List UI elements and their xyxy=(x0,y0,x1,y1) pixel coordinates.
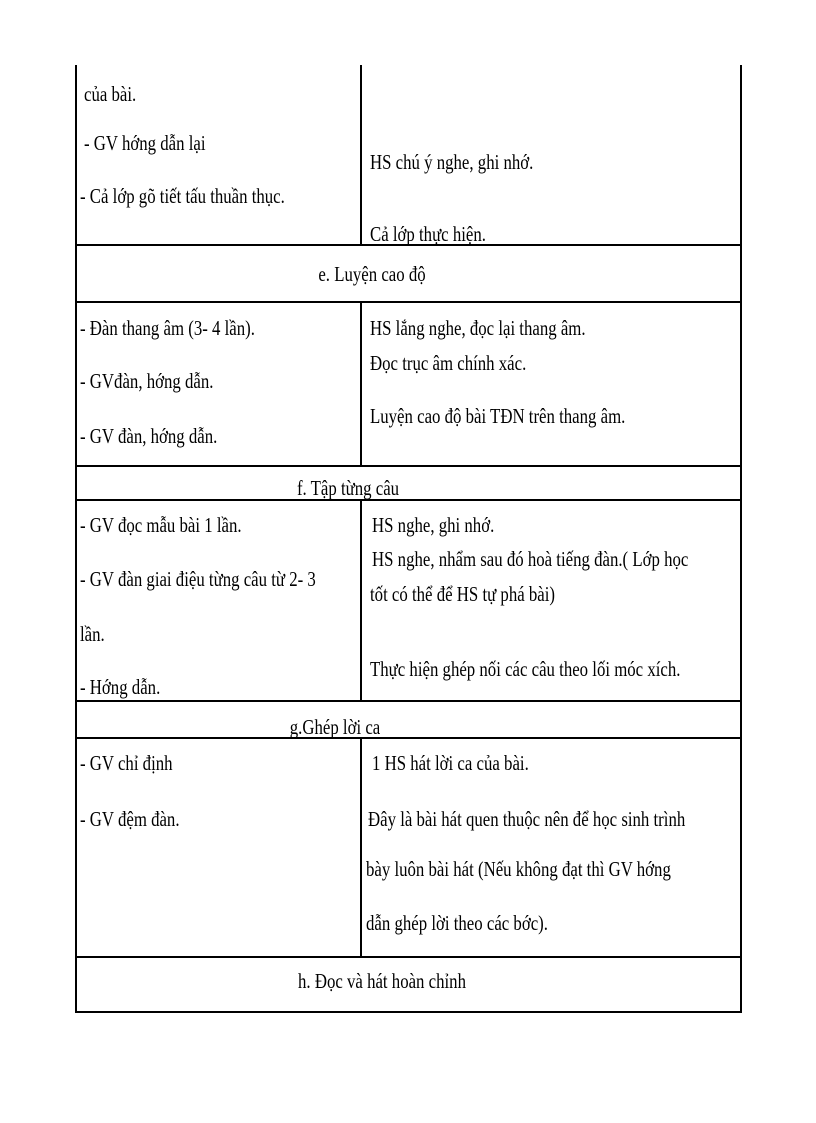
section-heading: e. Luyện cao độ xyxy=(318,262,426,286)
table-border-left xyxy=(75,65,77,1013)
teacher-activity-line: - GV hớng dẫn lại xyxy=(84,131,206,155)
student-activity-line: bày luôn bài hát (Nếu không đạt thì GV hớng xyxy=(366,857,671,881)
teacher-activity-line: lần. xyxy=(80,622,105,646)
column-divider xyxy=(360,500,362,701)
section-heading: h. Đọc và hát hoàn chỉnh xyxy=(298,969,466,993)
row-divider xyxy=(75,700,742,702)
teacher-activity-line: - Cả lớp gõ tiết tấu thuần thục. xyxy=(80,184,285,208)
student-activity-line: Luyện cao độ bài TĐN trên thang âm. xyxy=(370,404,626,428)
teacher-activity-line: - Đàn thang âm (3- 4 lần). xyxy=(80,316,255,340)
teacher-activity-line: - GV chỉ định xyxy=(80,751,173,775)
row-divider xyxy=(75,301,742,303)
student-activity-line: Cả lớp thực hiện. xyxy=(370,222,486,246)
student-activity-line: HS nghe, ghi nhớ. xyxy=(372,513,495,537)
teacher-activity-line: - GV đọc mẫu bài 1 lần. xyxy=(80,513,242,537)
student-activity-line: tốt có thể để HS tự phá bài) xyxy=(370,582,555,606)
teacher-activity-line: - Hớng dẫn. xyxy=(80,675,161,699)
table-border-bottom xyxy=(75,1011,742,1013)
student-activity-line: HS lắng nghe, đọc lại thang âm. xyxy=(370,316,586,340)
student-activity-line: Đọc trục âm chính xác. xyxy=(370,351,527,375)
teacher-activity-line: - GV đệm đàn. xyxy=(80,807,180,831)
teacher-activity-line: - GV đàn giai điệu từng câu từ 2- 3 xyxy=(80,567,316,591)
teacher-activity-line: - GVđàn, hớng dẫn. xyxy=(80,369,214,393)
student-activity-line: HS nghe, nhẩm sau đó hoà tiếng đàn.( Lớp học xyxy=(372,547,689,571)
column-divider xyxy=(360,65,362,245)
student-activity-line: Thực hiện ghép nối các câu theo lối móc xích. xyxy=(370,657,681,681)
table-border-right xyxy=(740,65,742,1013)
row-divider xyxy=(75,956,742,958)
row-divider xyxy=(75,499,742,501)
section-heading: g.Ghép lời ca xyxy=(289,715,381,739)
teacher-activity-line: - GV đàn, hớng dẫn. xyxy=(80,424,218,448)
column-divider xyxy=(360,738,362,957)
student-activity-line: HS chú ý nghe, ghi nhớ. xyxy=(370,150,534,174)
row-divider xyxy=(75,737,742,739)
teacher-activity-line: của bài. xyxy=(84,82,137,106)
column-divider xyxy=(360,302,362,466)
student-activity-line: 1 HS hát lời ca của bài. xyxy=(372,751,529,775)
row-divider xyxy=(75,465,742,467)
section-heading: f. Tập từng câu xyxy=(296,476,400,500)
student-activity-line: Đây là bài hát quen thuộc nên để học sinh trình xyxy=(368,807,686,831)
student-activity-line: dẫn ghép lời theo các bớc). xyxy=(366,911,548,935)
